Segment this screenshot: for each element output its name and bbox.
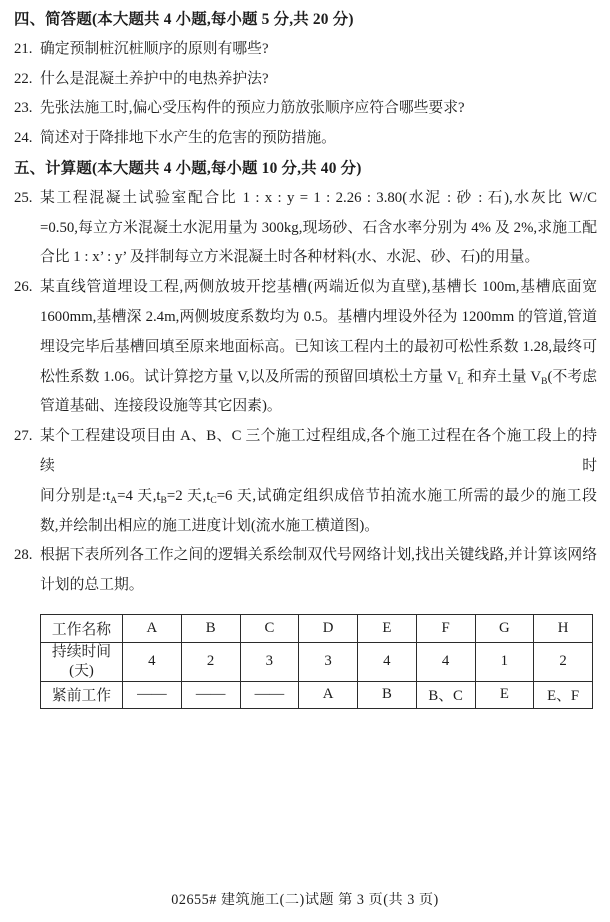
question-26-line-1: 某直线管道埋设工程,两侧放坡开挖基槽(两端近似为直壁),基槽长 100m,基槽底面宽 [40,279,597,296]
table-cell: G [475,614,534,642]
table-cell: E [358,614,417,642]
subscript-tc: C [210,495,217,506]
table-cell: B、C [416,681,475,708]
table-cell: A [299,681,358,708]
table-cell: 4 [358,642,417,681]
question-27-number: 27. [14,428,33,445]
question-21-text: 确定预制桩沉桩顺序的原则有哪些? [40,40,269,57]
question-23-number: 23. [14,100,33,117]
table-row-label: 工作名称 [41,614,123,642]
table-cell: 4 [123,642,182,681]
question-27-line-2-text: =2 天,t [166,487,211,504]
question-23-text: 先张法施工时,偏心受压构件的预应力筋放张顺序应符合哪些要求? [40,100,465,117]
question-26-line-4-text: 松性系数 1.06。试计算挖方量 V,以及所需的预留回填松土方量 V [40,368,458,385]
table-cell: 2 [534,642,593,681]
work-logic-table [40,614,593,709]
table-cell: —— [123,681,182,708]
question-27-line-3: 数,并绘制出相应的施工进度计划(流水施工横道图)。 [40,517,380,534]
question-26-number: 26. [14,279,33,296]
question-26-line-4 [40,363,597,393]
question-26-line-3: 埋设完毕后基槽回填至原来地面标高。已知该工程内土的最初可松性系数 1.28,最终可 [40,338,597,355]
table-cell: 2 [181,642,240,681]
question-28-number: 28. [14,547,33,564]
question-26-line-2: 1600mm,基槽深 2.4m,两侧坡度系数均为 0.5。基槽内埋设外径为 1200mm 的管道,管道 [40,308,597,325]
table-cell: —— [181,681,240,708]
subscript-ta: A [110,495,118,506]
table-cell: 3 [299,642,358,681]
question-25-line-2: =0.50,每立方米混凝土水泥用量为 300kg,现场砂、石含水率分别为 4% 及 2%,求施工配 [40,219,597,236]
table-cell: E、F [534,681,593,708]
table-cell: —— [240,681,299,708]
table-row-label [41,642,123,681]
question-27-line-2-text: 间分别是:t [40,487,111,504]
exam-content [14,5,597,709]
question-26-line-5: 管道基础、连接段设施等其它因素)。 [40,398,282,415]
table-cell: C [240,614,299,642]
table-cell: E [475,681,534,708]
table-cell: 3 [240,642,299,681]
question-27 [14,422,597,541]
subscript-vl: L [457,376,464,387]
question-25-line-3: 合比 1 : x’ : y’ 及拌制每立方米混凝土时各种材料(水、水泥、砂、石)的用量。 [40,249,540,266]
table-row-predecessors [41,681,593,708]
table-cell: B [358,681,417,708]
page-footer: 02655# 建筑施工(二)试题 第 3 页(共 3 页) [171,892,439,908]
table-cell: 4 [416,642,475,681]
table-cell: 1 [475,642,534,681]
table-cell: H [534,614,593,642]
question-27-line-2-text: =6 天,试确定组织成倍节拍流水施工所需的最少的施工段 [216,487,597,504]
table-row-work-name [41,614,593,642]
question-22-number: 22. [14,70,33,87]
table-row-duration [41,642,593,681]
question-27-line-2 [40,482,597,512]
table-cell: D [299,614,358,642]
question-22-text: 什么是混凝土养护中的电热养护法? [40,70,269,87]
question-26-line-4-text: (不考虑 [547,368,597,385]
question-28-line-1: 根据下表所列各工作之间的逻辑关系绘制双代号网络计划,找出关键线路,并计算该网络 [40,547,597,564]
subscript-tb: B [160,495,167,506]
subscript-vb: B [541,376,548,387]
table-row-label-line: (天) [69,662,94,679]
question-25-line-1: 某工程混凝土试验室配合比 1 : x : y = 1 : 2.26 : 3.80(水泥 : 砂 : 石),水灰比 W/C [40,189,597,206]
question-24-text: 简述对于降排地下水产生的危害的预防措施。 [40,130,336,147]
question-21-number: 21. [14,40,33,57]
question-23 [14,94,597,124]
question-28-line-2: 计划的总工期。 [40,577,144,594]
table-cell: A [123,614,182,642]
table-cell: B [181,614,240,642]
section-4-heading: 四、简答题(本大题共 4 小题,每小题 5 分,共 20 分) [14,11,354,28]
question-22 [14,65,597,95]
table-row-label-line: 持续时间 [51,644,112,661]
question-27-line-2-text: =4 天,t [117,487,161,504]
question-25 [14,184,597,273]
section-5-heading: 五、计算题(本大题共 4 小题,每小题 10 分,共 40 分) [14,159,362,177]
table-row-label: 紧前工作 [41,681,123,708]
question-26-line-4-text: 和弃土量 V [463,368,542,385]
table-cell: F [416,614,475,642]
question-21 [14,35,597,65]
question-24 [14,124,597,154]
question-25-number: 25. [14,189,33,206]
question-26 [14,273,597,422]
question-27-line-1: 某个工程建设项目由 A、B、C 三个施工过程组成,各个施工过程在各个施工段上的持续时 [40,428,597,474]
question-24-number: 24. [14,130,33,147]
question-28 [14,541,597,709]
